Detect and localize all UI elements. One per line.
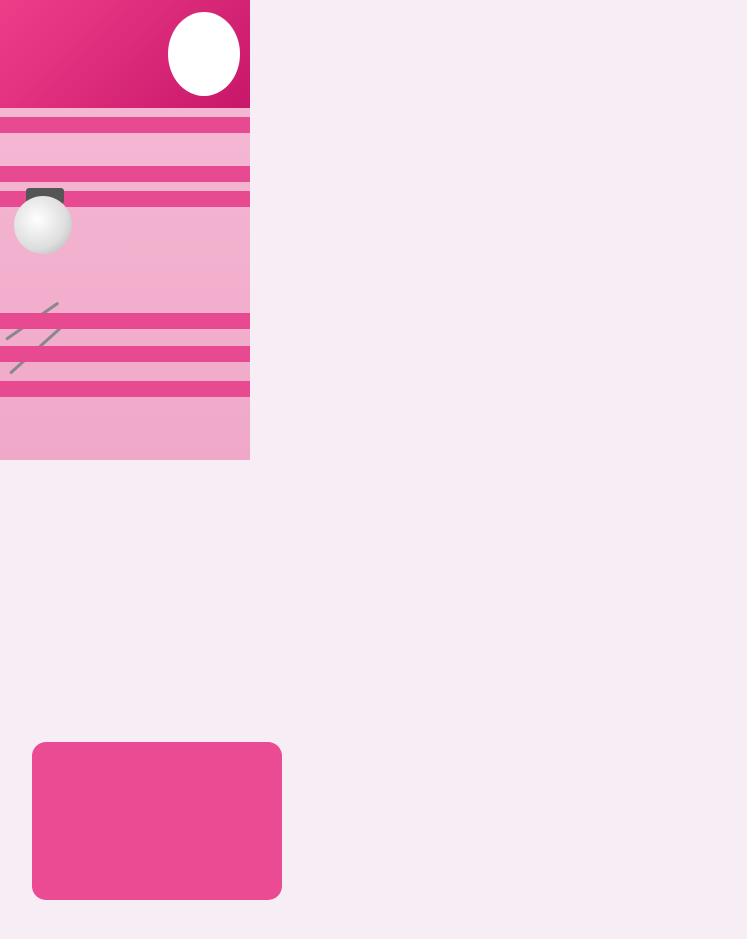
also-label: [0, 381, 250, 397]
number-badge: [168, 12, 240, 96]
project-header: [0, 0, 250, 108]
sizes-label: [0, 117, 250, 133]
need-label: [0, 166, 250, 182]
chart-grid: [228, 234, 747, 924]
knitting-chart: [228, 234, 747, 939]
yarn-ball-icon: [14, 196, 72, 254]
legend: [30, 482, 245, 488]
hook-label: [0, 346, 250, 362]
needles-label: [0, 313, 250, 329]
